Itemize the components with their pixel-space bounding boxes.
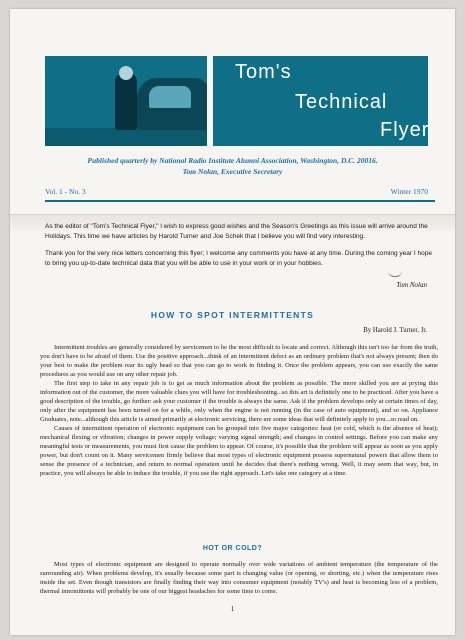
greeting-paragraph-1: As the editor of "Tom's Technical Flyer," I wish to express good wishes and the Season's Greetings as this issue will arrive around the Holidays. This time we have articles by Harold Turner and Joe Schek that I believe you will find very interesting. — [45, 223, 428, 240]
volume-number: Vol. 1 - No. 3 — [45, 187, 86, 196]
greeting-paragraph-2: Thank you for the very nice letters concerning this flyer; I welcome any comments you have at any time. During the coming year I hope to bring you up-to-date technical data that you will be able to use in your work or in your hobbies. — [45, 250, 432, 267]
editor-signature: Tom Nolan — [396, 281, 427, 289]
title-line-2: Technical — [295, 91, 388, 113]
article-headline: HOW TO SPOT INTERMITTENTS — [150, 310, 315, 320]
issue-season: Winter 1970 — [390, 187, 428, 196]
section-body — [40, 560, 438, 596]
masthead-title — [213, 56, 428, 146]
article-paragraph: Most types of electronic equipment are designed to operate normally over wide variations of ambient temperature (the temperature of the surrounding air). When problems develop, it's usually because some part is changing value (or opening, or shorting, etc.) when the temperature rises inside the set. Even though transistors are finally finding their way into consumer equipment (notably TV's) and heat is becoming less of a problem, thermal intermittents will probably be one of our biggest headaches for some time to come. — [40, 561, 438, 595]
article-body — [40, 343, 438, 478]
article-paragraph: Causes of intermittent operation of electronic equipment can be grouped into five major categories: heat (or cold, which is the absence of heat); mechanical flexing or vibration; changes in power supply voltage; varying signal strength; and changes in control settings. Before you can make any meaningful tests or measurements, you must first cause the problem to appear. Of course, it's possible that the problem will appear as soon as you apply power, but don't count on it. Many servicemen firmly believe that most types of electronic equipment possess supernatural powers that allow them to sense the presence of a technician, and return to normal operation until he decides that there's nothing wrong. Well, it may seem that way, but, in practice, you will always be able to induce the trouble, if you use the right approach. Let's take one category at a time. — [40, 425, 438, 477]
masthead-photo — [45, 56, 207, 146]
newsletter-page — [10, 9, 455, 635]
secretary-line: Tom Nolan, Executive Secretary — [182, 167, 283, 176]
page-number: 1 — [230, 605, 235, 613]
section-subhead: HOT OR COLD? — [202, 545, 263, 552]
article-paragraph: The first step to take in any repair job is to get as much information about the problem as possible. The more skilled you are at prying this information out of the customer, the more valuable clues you will have for troubleshooting...so this art is definitely one to be practiced. After you have a good description of the trouble, go further: ask your customer if the trouble is always the same. Ask if the problem develops only at certain times of day, only after the equipment has been turned on for a while, only when the engine is not running (in the case of auto equipment), and so on. Appliance Graduates, note...although this article is aimed primarily at electronic servicing, there are some ideas that will definitely apply to you...so read on. — [40, 380, 438, 423]
title-line-3: Flyer — [380, 119, 430, 141]
signature-mark-icon — [388, 271, 402, 277]
publisher-line: Published quarterly by National Radio Institute Alumni Association, Washington, D.C. 20016. — [87, 156, 378, 165]
article-byline: By Harold J. Turner, Jr. — [363, 327, 427, 334]
title-line-1: Tom's — [235, 61, 292, 83]
masthead-rule — [45, 200, 435, 202]
article-paragraph: Intermittent troubles are generally considered by servicemen to be the most difficult to locate and correct. Although this isn't too far from the truth, you don't have to be afraid of them. Use the positive approach...think of an intermittent defect as an ordinary problem that's not always present; then do your best to make the problem rear its ugly head so that you can go to work in finding it. Once the problem appears, you can use exactly the same procedures as you would use on any other repair job. — [40, 344, 438, 378]
